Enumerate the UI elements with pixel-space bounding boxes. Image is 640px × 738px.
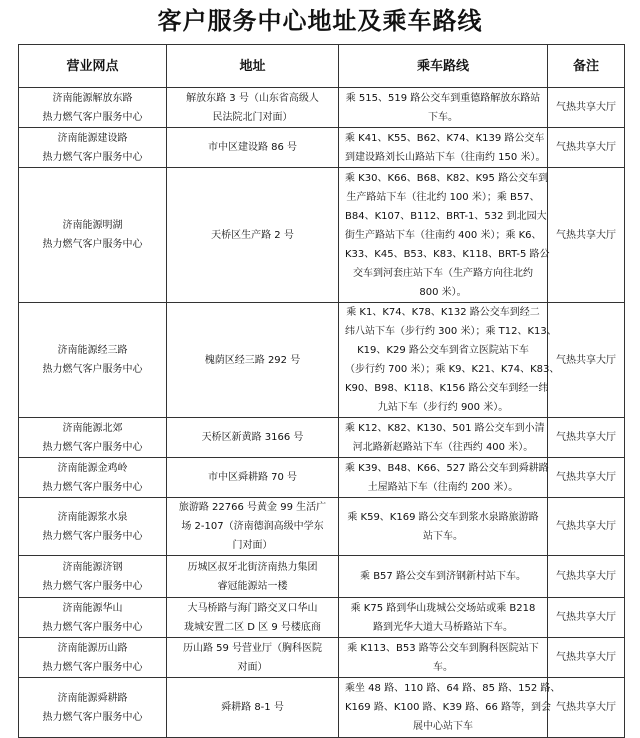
route-cell (339, 498, 548, 556)
outlet-cell-line: 热力燃气客户服务中心 (42, 239, 143, 250)
route-cell (339, 556, 548, 598)
outlet-cell (19, 88, 167, 128)
address-cell-line: 舜耕路 8-1 号 (221, 702, 284, 713)
route-cell-line: K19、K29 路公交车到省立医院站下车 (357, 345, 529, 356)
outlet-cell-line: 热力燃气客户服务中心 (42, 661, 143, 673)
outlet-cell-line: 济南能源金鸡岭 (57, 462, 128, 474)
table-header-row (19, 45, 625, 88)
table-row (19, 88, 625, 128)
outlet-cell (19, 598, 167, 638)
table-row (19, 128, 625, 168)
route-cell-line: 土屋路站下车（往南约 200 米）。 (367, 481, 519, 493)
table-body (19, 88, 625, 738)
route-cell-line: 乘坐 48 路、110 路、64 路、85 路、152 路、 (345, 683, 561, 694)
address-cell (167, 303, 339, 418)
address-cell (167, 458, 339, 498)
note-cell: 气热共享大厅 (548, 678, 625, 738)
header-outlet: 营业网点 (19, 45, 167, 88)
note-cell: 气热共享大厅 (548, 556, 625, 598)
route-cell-line: 乘 K30、K66、B68、K82、K95 路公交车到 (345, 172, 549, 184)
route-cell-line: 生产路站下车（往北约 100 米）；乘 B57、 (346, 191, 540, 203)
outlet-cell-line: 济南能源建设路 (57, 132, 128, 144)
note-cell: 气热共享大厅 (548, 88, 625, 128)
address-cell (167, 556, 339, 598)
address-cell-line: 天桥区生产路 2 号 (211, 229, 294, 241)
route-cell (339, 88, 548, 128)
address-cell-line: 对面） (237, 661, 268, 673)
route-cell-line: K33、K45、B53、K83、K118、BRT-5 路公 (345, 248, 550, 260)
outlet-cell-line: 热力燃气客户服务中心 (42, 441, 143, 453)
route-cell-line: 车。 (433, 661, 453, 673)
outlet-cell-line: 济南能源历山路 (57, 642, 128, 654)
route-cell-line: 纬八站下车（步行约 300 米）；乘 T12、K13、 (345, 326, 557, 337)
address-cell (167, 498, 339, 556)
note-cell: 气热共享大厅 (548, 128, 625, 168)
address-cell (167, 418, 339, 458)
outlet-cell (19, 556, 167, 598)
route-cell (339, 638, 548, 678)
outlet-cell-line: 热力燃气客户服务中心 (42, 621, 143, 633)
address-cell (167, 88, 339, 128)
route-cell-line: 乘 K41、K55、B62、K74、K139 路公交车 (345, 132, 545, 144)
outlet-cell-line: 热力燃气客户服务中心 (42, 481, 143, 493)
address-cell-line: 场 2-107（济南德润高级中学东 (181, 521, 324, 532)
note-cell: 气热共享大厅 (548, 638, 625, 678)
route-cell-line: （步行约 700 米）；乘 K9、K21、K74、K83、 (345, 364, 560, 375)
route-cell-line: 站下车。 (423, 530, 463, 542)
note-cell: 气热共享大厅 (548, 598, 625, 638)
route-cell-line: K169 路、K100 路、K39 路、66 路等，到会 (345, 702, 552, 713)
outlet-cell-line: 济南能源北郊 (62, 422, 123, 434)
outlet-cell (19, 168, 167, 303)
outlet-cell-line: 济南能源经三路 (57, 345, 128, 356)
route-cell (339, 303, 560, 418)
address-cell-line: 旅游路 22766 号黄金 99 生活广 (178, 502, 327, 513)
outlet-cell-line: 济南能源舜耕路 (57, 692, 128, 704)
route-cell (339, 418, 548, 458)
route-cell-line: 到建设路刘长山路站下车（往南约 150 米）。 (345, 151, 546, 163)
outlet-cell (19, 498, 167, 556)
route-cell-line: 乘 K75 路到华山珑城公交场站或乘 B218 (350, 602, 536, 614)
outlet-cell-line: 热力燃气客户服务中心 (42, 111, 143, 123)
route-cell (339, 128, 548, 168)
outlet-cell-line: 热力燃气客户服务中心 (42, 530, 143, 542)
address-cell (167, 638, 339, 678)
outlet-cell (19, 638, 167, 678)
route-cell-line: 乘 K12、K82、K130、501 路公交车到小清 (345, 422, 545, 434)
outlet-cell-line: 热力燃气客户服务中心 (42, 580, 143, 592)
header-route: 乘车路线 (339, 45, 548, 88)
address-cell-line: 珑城安置二区 D 区 9 号楼底商 (184, 621, 321, 633)
route-cell-line: 街生产路站下车（往南约 400 米）；乘 K6、 (345, 229, 542, 241)
table-row (19, 556, 625, 598)
address-cell (167, 168, 339, 303)
route-cell-line: 河北路新赵路站下车（往西约 400 米）。 (352, 441, 534, 453)
outlet-cell-line: 济南能源解放东路 (52, 92, 133, 104)
address-cell-line: 民法院北门对面） (212, 111, 293, 123)
outlet-cell-line: 济南能源浆水泉 (57, 511, 128, 523)
outlet-cell-line: 热力燃气客户服务中心 (42, 364, 143, 375)
table-row (19, 458, 625, 498)
route-cell (339, 168, 548, 303)
route-cell-line: 乘 K113、B53 路等公交车到胸科医院站下 (347, 642, 539, 654)
address-cell-line: 解放东路 3 号（山东省高级人 (186, 92, 319, 104)
route-cell-line: 展中心站下车 (413, 721, 473, 732)
route-cell (339, 678, 561, 738)
route-cell-line: 800 米）。 (419, 286, 467, 298)
header-note: 备注 (548, 45, 625, 88)
address-cell-line: 睿冠能源站一楼 (217, 580, 288, 592)
address-cell-line: 市中区建设路 86 号 (207, 142, 298, 153)
outlet-cell (19, 418, 167, 458)
note-cell: 气热共享大厅 (548, 168, 625, 303)
table-row (19, 598, 625, 638)
address-cell-line: 历城区叔牙北街济南热力集团 (187, 561, 318, 573)
address-cell (167, 678, 339, 738)
address-cell (167, 128, 339, 168)
outlet-cell (19, 458, 167, 498)
note-cell: 气热共享大厅 (548, 458, 625, 498)
route-cell-line: 乘 B57 路公交车到济钢新村站下车。 (360, 571, 526, 582)
table-row (19, 498, 625, 556)
route-cell-line: 乘 K59、K169 路公交车到浆水泉路旅游路 (347, 511, 539, 523)
outlet-cell (19, 303, 167, 418)
outlet-cell (19, 678, 167, 738)
table-row (19, 303, 625, 418)
route-cell-line: K90、B98、K118、K156 路公交车到经一纬 (345, 383, 549, 394)
address-cell-line: 市中区舜耕路 70 号 (207, 472, 298, 483)
service-center-table (18, 44, 625, 738)
table-row (19, 638, 625, 678)
route-cell-line: 路到光华大道大马桥路站下车。 (373, 621, 513, 633)
route-cell-line: 乘 K1、K74、K78、K132 路公交车到经二 (346, 307, 540, 318)
table-row (19, 418, 625, 458)
route-cell (339, 458, 548, 498)
address-cell-line: 天桥区新黄路 3166 号 (201, 432, 304, 443)
table-row (19, 678, 625, 738)
outlet-cell-line: 热力燃气客户服务中心 (42, 711, 143, 723)
outlet-cell-line: 热力燃气客户服务中心 (42, 151, 143, 163)
route-cell-line: 九站下车（步行约 900 米）。 (377, 402, 509, 413)
address-cell-line: 大马桥路与海门路交叉口华山 (187, 602, 318, 614)
address-cell-line: 历山路 59 号营业厅（胸科医院 (182, 642, 323, 654)
route-cell-line: 交车到河套庄站下车（生产路方向往北约 (353, 267, 533, 279)
outlet-cell-line: 济南能源济钢 (62, 561, 123, 573)
outlet-cell (19, 128, 167, 168)
address-cell-line: 门对面） (232, 540, 273, 551)
header-address: 地址 (167, 45, 339, 88)
note-cell: 气热共享大厅 (548, 418, 625, 458)
route-cell-line: 乘 515、519 路公交车到重德路解放东路站 (345, 92, 541, 104)
route-cell (339, 598, 548, 638)
route-cell-line: 下车。 (428, 111, 458, 123)
route-cell-line: 乘 K39、B48、K66、527 路公交车到舜耕路 (345, 462, 549, 474)
table-row (19, 168, 625, 303)
address-cell-line: 槐荫区经三路 292 号 (204, 354, 301, 366)
note-cell: 气热共享大厅 (548, 498, 625, 556)
address-cell (167, 598, 339, 638)
page-title: 客户服务中心地址及乘车路线 (157, 7, 483, 35)
note-cell: 气热共享大厅 (548, 303, 625, 418)
outlet-cell-line: 济南能源华山 (62, 602, 123, 614)
route-cell-line: B84、K107、B112、BRT-1、532 到北园大 (345, 210, 547, 222)
outlet-cell-line: 济南能源明湖 (62, 220, 123, 231)
